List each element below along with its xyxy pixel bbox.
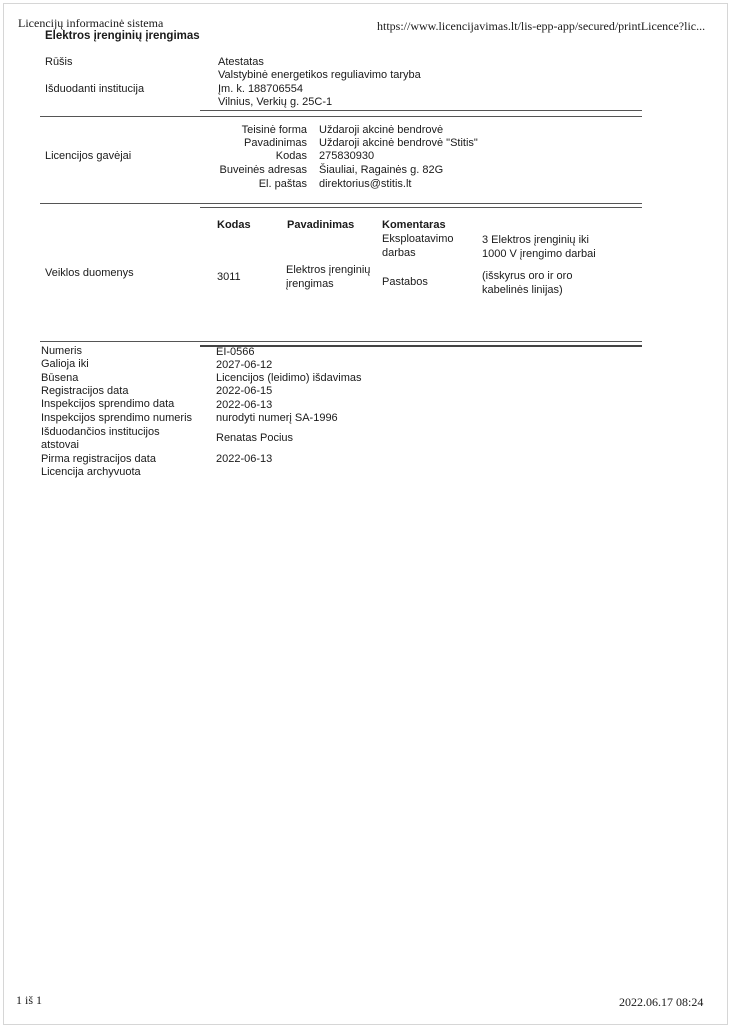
col-header-pavadinimas: Pavadinimas [287, 219, 355, 231]
activity-name-line2: įrengimas [286, 278, 334, 290]
activity-name-line1: Elektros įrenginių [286, 264, 371, 276]
detail-value-galioja: 2027-06-12 [216, 359, 273, 371]
detail-label-atstovai-line1: Išduodančios institucijos [41, 426, 160, 438]
comment-type-1-line2: darbas [382, 247, 416, 259]
activity-code: 3011 [217, 271, 241, 283]
detail-value-atstovai: Renatas Pocius [216, 432, 294, 444]
institution-label: Išduodanti institucija [45, 83, 145, 95]
comment-type-2: Pastabos [382, 276, 428, 288]
divider-5 [40, 341, 642, 342]
comment-value-1-line2: 1000 V įrengimo darbai [482, 248, 596, 260]
page-title: Elektros įrenginių įrengimas [45, 30, 200, 42]
detail-label-numeris: Numeris [41, 345, 82, 357]
col-header-komentaras: Komentaras [382, 219, 446, 231]
divider-6 [200, 345, 642, 347]
divider-1 [200, 110, 642, 111]
rusis-label: Rūšis [45, 56, 73, 68]
detail-value-pirma-reg: 2022-06-13 [216, 453, 273, 465]
detail-label-atstovai-line2: atstovai [41, 439, 79, 451]
detail-value-insp-data: 2022-06-13 [216, 399, 273, 411]
rusis-value: Atestatas [218, 56, 264, 68]
detail-value-busena: Licencijos (leidimo) išdavimas [216, 372, 362, 384]
divider-2 [40, 116, 642, 117]
printed-at: 2022.06.17 08:24 [619, 995, 704, 1009]
detail-label-insp-data: Inspekcijos sprendimo data [41, 398, 175, 410]
detail-label-insp-numeris: Inspekcijos sprendimo numeris [41, 412, 193, 424]
detail-label-pirma-reg: Pirma registracijos data [41, 453, 156, 465]
divider-4 [200, 207, 642, 208]
institution-code: Įm. k. 188706554 [218, 83, 304, 95]
detail-value-insp-numeris: nurodyti numerį SA-1996 [216, 412, 338, 424]
field-value-email: direktorius@stitis.lt [319, 178, 412, 190]
col-header-kodas: Kodas [217, 219, 251, 231]
detail-value-registracijos: 2022-06-15 [216, 385, 273, 397]
field-value-legal-form: Uždaroji akcinė bendrovė [319, 124, 444, 136]
recipient-label: Licencijos gavėjai [45, 150, 132, 162]
page-url[interactable]: https://www.licencijavimas.lt/lis-epp-app/secured/printLicence?lic... [377, 19, 706, 33]
field-label-legal-form: Teisinė forma [241, 124, 307, 136]
comment-type-1-line1: Eksploatavimo [382, 233, 454, 245]
detail-value-numeris: EI-0566 [216, 346, 255, 358]
institution-name: Valstybinė energetikos reguliavimo taryba [218, 69, 421, 81]
page-indicator: 1 iš 1 [16, 993, 43, 1007]
divider-3 [40, 203, 642, 204]
field-label-email: El. paštas [258, 178, 307, 190]
field-value-name: Uždaroji akcinė bendrovė "Stitis" [319, 137, 478, 149]
field-label-address: Buveinės adresas [219, 164, 307, 176]
activity-label: Veiklos duomenys [45, 267, 134, 279]
comment-value-2-line2: kabelinės linijas) [482, 284, 563, 296]
comment-value-1-line1: 3 Elektros įrenginių iki [482, 234, 589, 246]
field-value-code: 275830930 [319, 150, 375, 162]
comment-value-2-line1: (išskyrus oro ir oro [482, 270, 573, 282]
detail-label-registracijos: Registracijos data [41, 385, 129, 397]
field-label-code: Kodas [275, 150, 307, 162]
detail-label-galioja: Galioja iki [41, 358, 89, 370]
system-name: Licencijų informacinė sistema [18, 16, 164, 30]
detail-label-archyvuota: Licencija archyvuota [41, 466, 141, 478]
field-value-address: Šiauliai, Ragainės g. 82G [319, 164, 444, 176]
field-label-name: Pavadinimas [244, 137, 307, 149]
detail-label-busena: Būsena [41, 372, 79, 384]
institution-address: Vilnius, Verkių g. 25C-1 [218, 96, 333, 108]
